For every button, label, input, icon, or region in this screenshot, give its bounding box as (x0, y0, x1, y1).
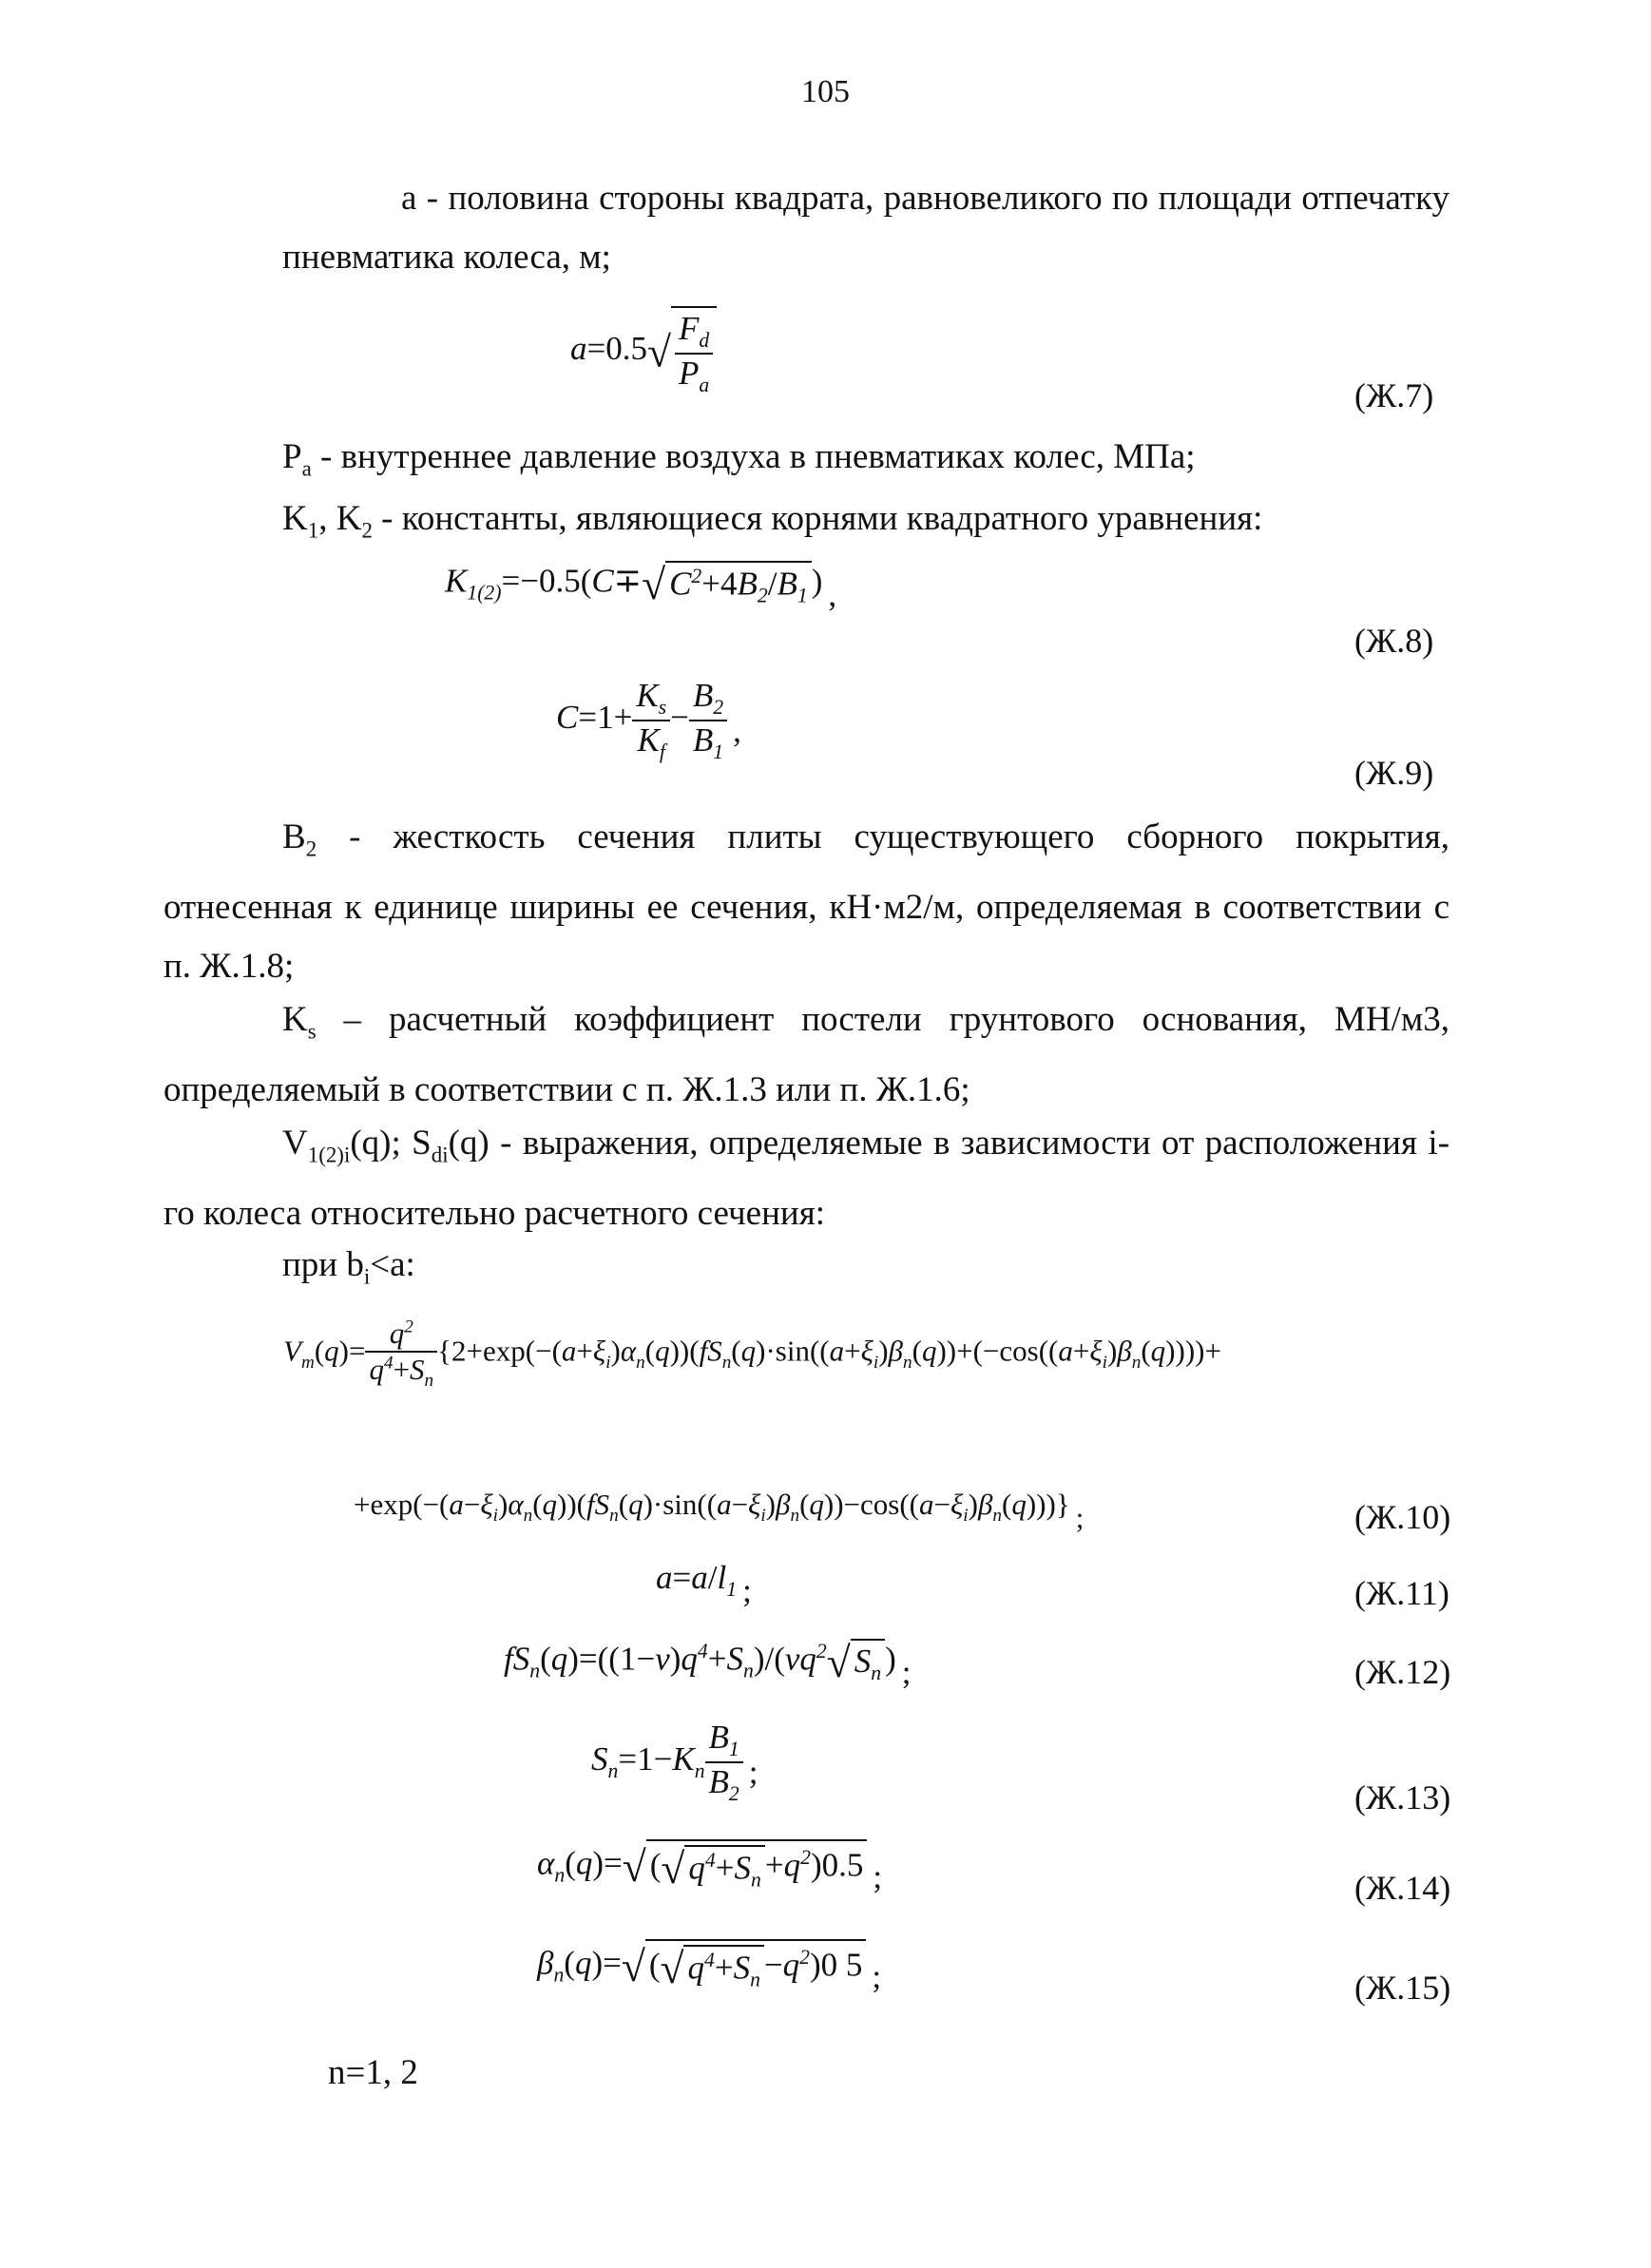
equation-number-zh7: (Ж.7) (1354, 376, 1434, 414)
equation-number-zh12: (Ж.12) (1354, 1653, 1451, 1691)
paragraph-a-definition (282, 169, 1449, 287)
paragraph-b2: $B_2$ - жесткость сечения плиты существующего сборного покрытия, отнесенная к единице ширины ее сечения, кН·м2/м, определяемая в соответствии с п. Ж.1.8; (163, 817, 1449, 987)
equation-number-zh14: (Ж.14) (1354, 1869, 1451, 1907)
formula-zh9: C=1+ $\frac{K_s}{K_f}$ − $\frac{B_2}{B_1}$ , (556, 677, 741, 763)
formula-zh7: a=0.5√ $\frac{F_d}{P_a}$ (570, 306, 717, 397)
equation-number-zh11: (Ж.11) (1354, 1574, 1449, 1612)
equation-number-zh15: (Ж.15) (1354, 1969, 1451, 2007)
page-number: 105 (801, 74, 850, 109)
formula-zh10-line1: $V_m(q)=$ $\frac{q^2}{q^4+S_n}$ {$2+\exp(-(a+\xi_i)\alpha_n(q))(fS_n(q)\cdot\sin((a+\xi_i)\beta_n(q))+(-\cos((a+\xi_i)\beta_n(q))))+$ (283, 1317, 1221, 1391)
equation-number-zh9: (Ж.9) (1354, 754, 1434, 792)
formula-zh8: $K_{1(2)}=-0.5(C\mp√$ $C^2+4B_2/B_1$ ) , (445, 560, 837, 613)
formula-zh10-line2: $+\exp(-(a-\xi_i)\alpha_n(q))(fS_n(q)\cdot\sin((a-\xi_i)\beta_n(q))-\cos((a-\xi_i)\beta_n(q)))$} ; (354, 1488, 1085, 1534)
paragraph-pa: $P_a$ - внутреннее давление воздуха в пневматиках колес, МПа; (282, 437, 1196, 481)
paragraph-n-values: n=1, 2 (328, 2053, 418, 2092)
formula-zh11: $a=a/l_1$ ; (656, 1559, 752, 1609)
formula-zh15: $\beta_n(q)=√$ (√ $q^4+S_n -q^2)0$ 5 ; (537, 1939, 881, 1996)
paragraph-a-text: а - половина стороны квадрата, равновеликого по площади отпечатку пневматика колеса, м; (282, 179, 1449, 277)
equation-number-zh8: (Ж.8) (1354, 622, 1434, 660)
equation-number-zh10: (Ж.10) (1354, 1498, 1451, 1536)
equation-number-zh13: (Ж.13) (1354, 1778, 1451, 1816)
formula-zh12: $fS_n(q)=((1-\nu)q^4+S_n)/(\nu q^2√$ $S_n$ ) ; (504, 1638, 912, 1691)
formula-zh13: $S_n=1-K_n$ $\frac{B_1}{B_2}$ ; (591, 1719, 758, 1805)
paragraph-k1-k2: $K_1$, $K_2$ - константы, являющиеся корнями квадратного уравнения: (282, 499, 1263, 543)
paragraph-v: $V_{1(2)i}(q)$; $S_{di}(q)$ - выражения, определяемые в зависимости от расположения i-го колеса относительно расчетного сечения: (163, 1124, 1450, 1234)
formula-zh14: $\alpha_n(q)=√$ (√ $q^4+S_n +q^2)0.5$ ; (537, 1839, 882, 1896)
paragraph-condition: при $b_i<a$: (282, 1245, 415, 1289)
paragraph-ks: $K_s$ – расчетный коэффициент постели грунтового основания, МН/м3, определяемый в соответствии с п. Ж.1.3 или п. Ж.1.6; (163, 1000, 1449, 1110)
